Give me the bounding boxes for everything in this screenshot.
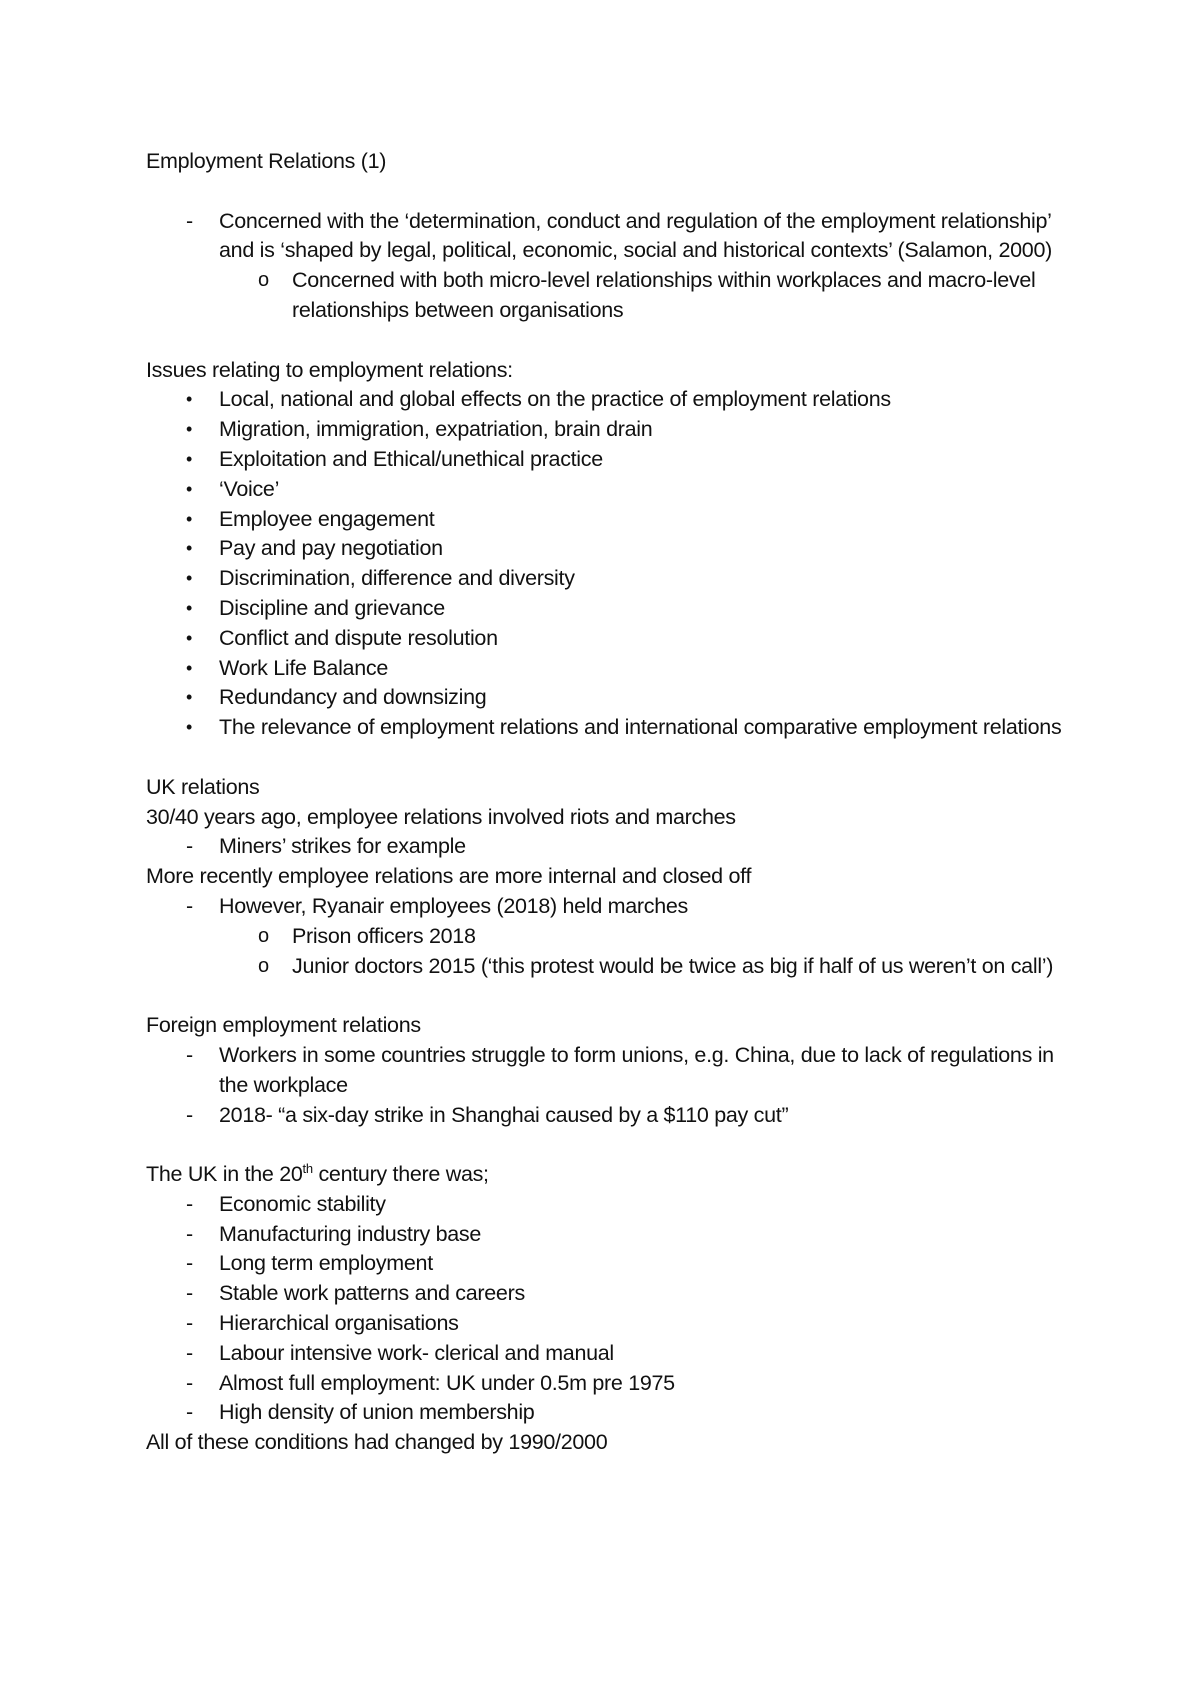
- list-item: [146, 952, 1076, 982]
- list-item: [146, 475, 1076, 505]
- bullet-marker: •: [186, 597, 193, 618]
- dash-marker: -: [186, 1102, 193, 1127]
- list-item: [146, 385, 1076, 415]
- issue-item: Redundancy and downsizing: [219, 685, 487, 710]
- list-item: [146, 1249, 1076, 1279]
- dash-marker: -: [186, 1311, 193, 1336]
- bullet-marker: •: [186, 419, 193, 440]
- issue-item: Discipline and grievance: [219, 595, 445, 620]
- list-item: [146, 922, 1076, 952]
- bullet-marker: •: [186, 508, 193, 529]
- dash-marker: -: [186, 1400, 193, 1425]
- issue-item: Migration, immigration, expatriation, brain drain: [219, 417, 653, 442]
- list-item: [146, 892, 1076, 922]
- uk-heading: UK relations: [146, 774, 260, 799]
- foreign-item: 2018- “a six-day strike in Shanghai caused by a $110 pay cut”: [219, 1102, 789, 1127]
- century-item: Manufacturing industry base: [219, 1221, 481, 1246]
- issue-item: Exploitation and Ethical/unethical practice: [219, 446, 603, 471]
- issues-list: [146, 385, 1076, 743]
- document-body: [146, 147, 1076, 1458]
- list-item: [146, 1190, 1076, 1220]
- uk-line-1-sub: Miners’ strikes for example: [219, 834, 466, 859]
- uk-sub-list-1: [146, 832, 1076, 862]
- century-heading: The UK in the 20th century there was;: [146, 1160, 489, 1187]
- issue-item: ‘Voice’: [219, 476, 280, 501]
- list-item: [146, 624, 1076, 654]
- dash-marker: -: [186, 1251, 193, 1276]
- list-item: [146, 1369, 1076, 1399]
- century-item: Labour intensive work- clerical and manual: [219, 1340, 614, 1365]
- list-item: [146, 564, 1076, 594]
- issue-item: Work Life Balance: [219, 655, 388, 680]
- century-list: [146, 1190, 1076, 1428]
- dash-marker: -: [186, 893, 193, 918]
- document-title: Employment Relations (1): [146, 149, 387, 173]
- list-item: [146, 654, 1076, 684]
- dash-marker: -: [186, 834, 193, 859]
- bullet-marker: •: [186, 538, 193, 559]
- uk-subsub-item: Prison officers 2018: [292, 923, 476, 948]
- list-item: [146, 1279, 1076, 1309]
- list-item: [146, 594, 1076, 624]
- list-item: [146, 1309, 1076, 1339]
- dash-marker: -: [186, 1370, 193, 1395]
- century-item: Economic stability: [219, 1191, 386, 1216]
- foreign-item: Workers in some countries struggle to form unions, e.g. China, due to lack of regulations in the workplace: [219, 1042, 1054, 1097]
- issue-item: Pay and pay negotiation: [219, 536, 443, 561]
- dash-marker: -: [186, 1221, 193, 1246]
- bullet-marker: •: [186, 448, 193, 469]
- issues-heading: Issues relating to employment relations:: [146, 357, 513, 382]
- list-item: [146, 713, 1076, 743]
- circle-marker: o: [258, 954, 269, 977]
- bullet-marker: •: [186, 568, 193, 589]
- list-item: [146, 1398, 1076, 1428]
- century-closing: All of these conditions had changed by 1990/2000: [146, 1430, 608, 1455]
- foreign-list: [146, 1041, 1076, 1130]
- list-item: [146, 1220, 1076, 1250]
- bullet-marker: •: [186, 389, 193, 410]
- list-item: [146, 1339, 1076, 1369]
- century-item: Long term employment: [219, 1251, 433, 1276]
- list-item: [146, 683, 1076, 713]
- list-item: [146, 415, 1076, 445]
- bullet-marker: •: [186, 657, 193, 678]
- century-item: Stable work patterns and careers: [219, 1281, 525, 1306]
- uk-sub-list-2: [146, 892, 1076, 981]
- issue-item: Conflict and dispute resolution: [219, 625, 498, 650]
- issue-item: Local, national and global effects on the practice of employment relations: [219, 387, 891, 412]
- definition-text: Concerned with the ‘determination, conduct and regulation of the employment relationship’ and is ‘shaped by legal, political, economic, social and historical contexts’ (Salamon, 2000): [219, 208, 1052, 263]
- dash-marker: -: [186, 1042, 193, 1067]
- dash-marker: -: [186, 1191, 193, 1216]
- list-item: [146, 832, 1076, 862]
- century-item: Hierarchical organisations: [219, 1311, 459, 1336]
- list-item: [146, 266, 1076, 326]
- issue-item: The relevance of employment relations and international comparative employment relations: [219, 715, 1062, 740]
- list-item: [146, 1101, 1076, 1131]
- list-item: [146, 534, 1076, 564]
- list-item: [146, 207, 1076, 267]
- dash-marker: -: [186, 208, 193, 233]
- uk-line-2: More recently employee relations are more internal and closed off: [146, 864, 752, 889]
- dash-marker: -: [186, 1340, 193, 1365]
- uk-subsub-item: Junior doctors 2015 (‘this protest would be twice as big if half of us weren’t on call’): [292, 953, 1054, 978]
- list-item: [146, 1041, 1076, 1101]
- dash-marker: -: [186, 1281, 193, 1306]
- issue-item: Discrimination, difference and diversity: [219, 566, 575, 591]
- circle-marker: o: [258, 924, 269, 947]
- definition-list: [146, 207, 1076, 326]
- uk-line-2-sub: However, Ryanair employees (2018) held marches: [219, 893, 688, 918]
- uk-line-1: 30/40 years ago, employee relations involved riots and marches: [146, 804, 736, 829]
- bullet-marker: •: [186, 627, 193, 648]
- century-item: High density of union membership: [219, 1400, 535, 1425]
- issue-item: Employee engagement: [219, 506, 435, 531]
- bullet-marker: •: [186, 717, 193, 738]
- list-item: [146, 505, 1076, 535]
- bullet-marker: •: [186, 478, 193, 499]
- list-item: [146, 445, 1076, 475]
- foreign-heading: Foreign employment relations: [146, 1013, 421, 1038]
- circle-marker: o: [258, 269, 269, 292]
- definition-sub-text: Concerned with both micro-level relationships within workplaces and macro-level relationships between organisations: [292, 268, 1036, 322]
- century-item: Almost full employment: UK under 0.5m pre 1975: [219, 1370, 675, 1395]
- bullet-marker: •: [186, 687, 193, 708]
